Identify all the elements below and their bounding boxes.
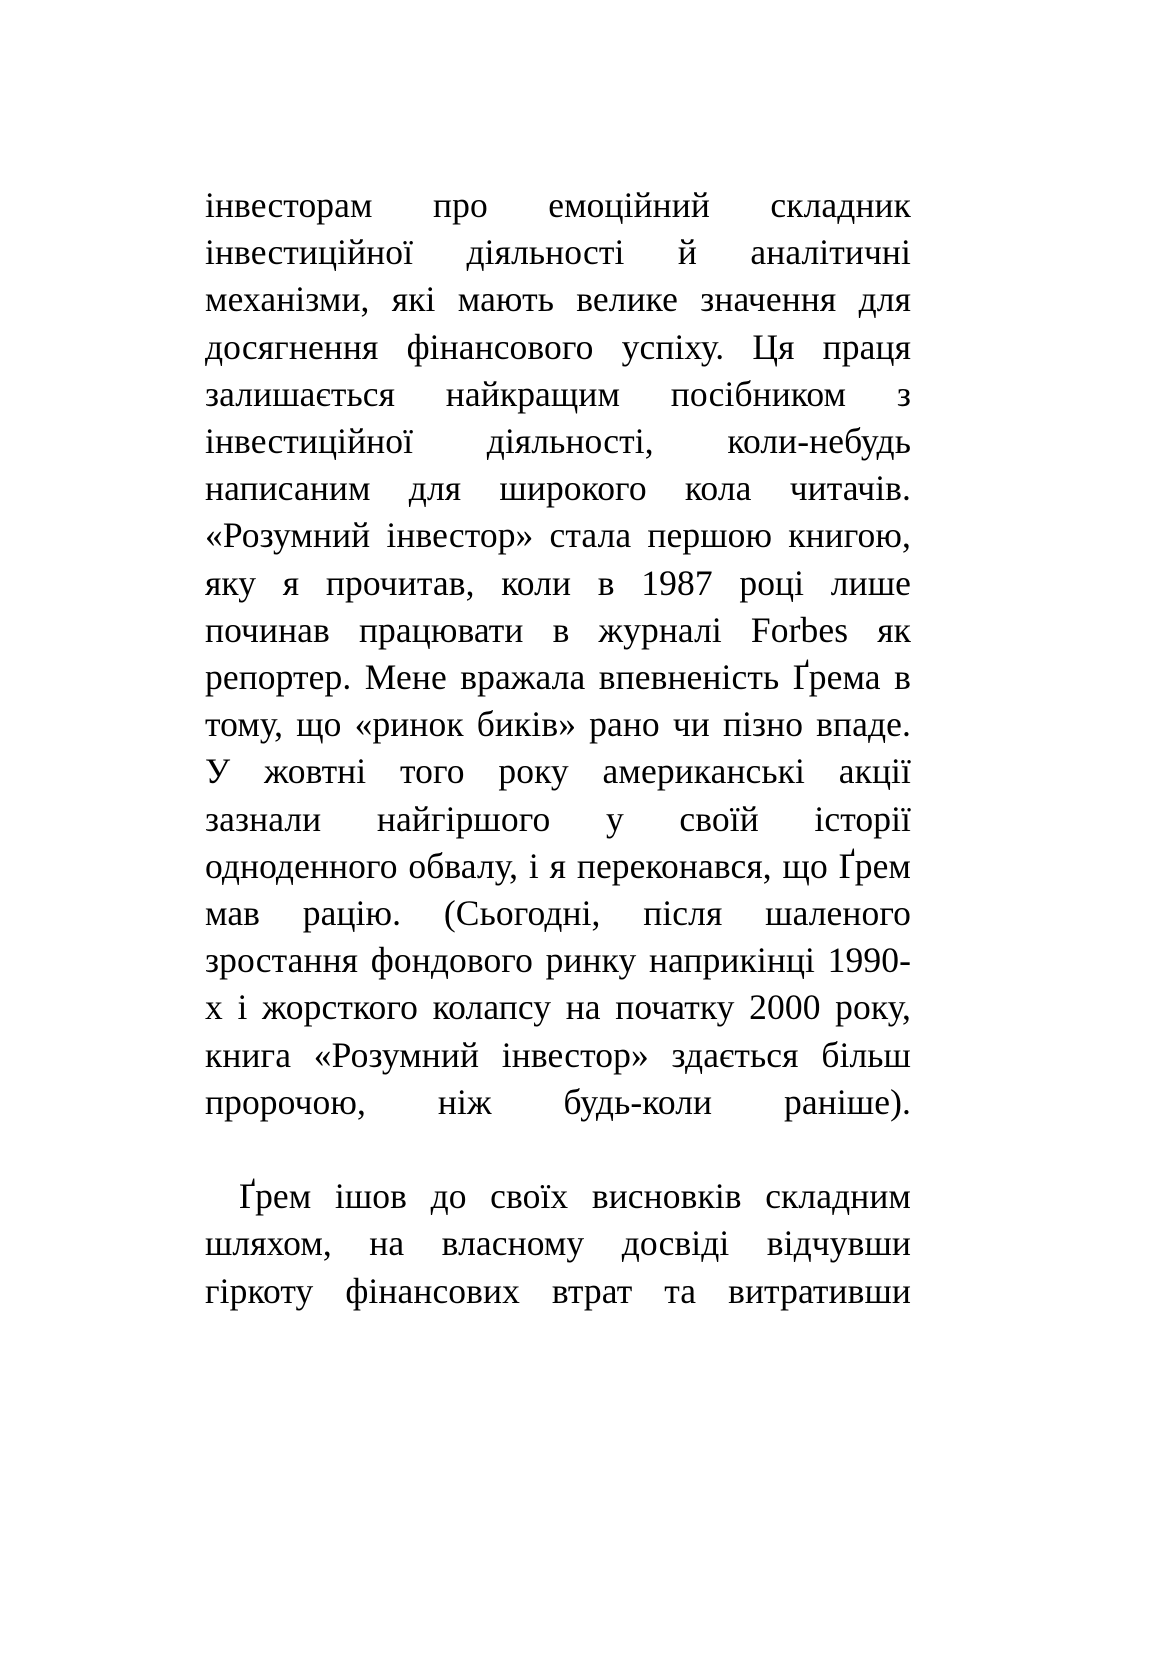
paragraph-second: Ґрем ішов до своїх висновків складним шляхом, на власному досвіді відчувши гіркоту фінансових втрат та витративши [205, 1176, 911, 1311]
text-column [205, 182, 911, 1362]
paragraph-continuation: інвесторам про емоційний складник інвестиційної діяльності й аналітичні механізми, які мають велике значення для досягнення фінансового успіху. Ця праця залишається найкращим посібником з інвестиційної діяльності, коли-небудь написаним для широкого кола читачів. «Розумний інвестор» стала першою книгою, яку я прочитав, коли в 1987 році лише починав працювати в журналі Forbes як репортер. Мене вражала впевненість Ґрема в тому, що «ринок биків» рано чи пізно впаде. У жовтні того року американські акції зазнали найгіршого у своїй історії одноденного обвалу, і я переконався, що Ґрем мав рацію. (Сьогодні, після шаленого зростання фондового ринку наприкінці 1990-х і жорсткого колапсу на початку 2000 року, книга «Розумний інвестор» здається більш пророчою, ніж будь-коли раніше). [205, 185, 911, 1122]
